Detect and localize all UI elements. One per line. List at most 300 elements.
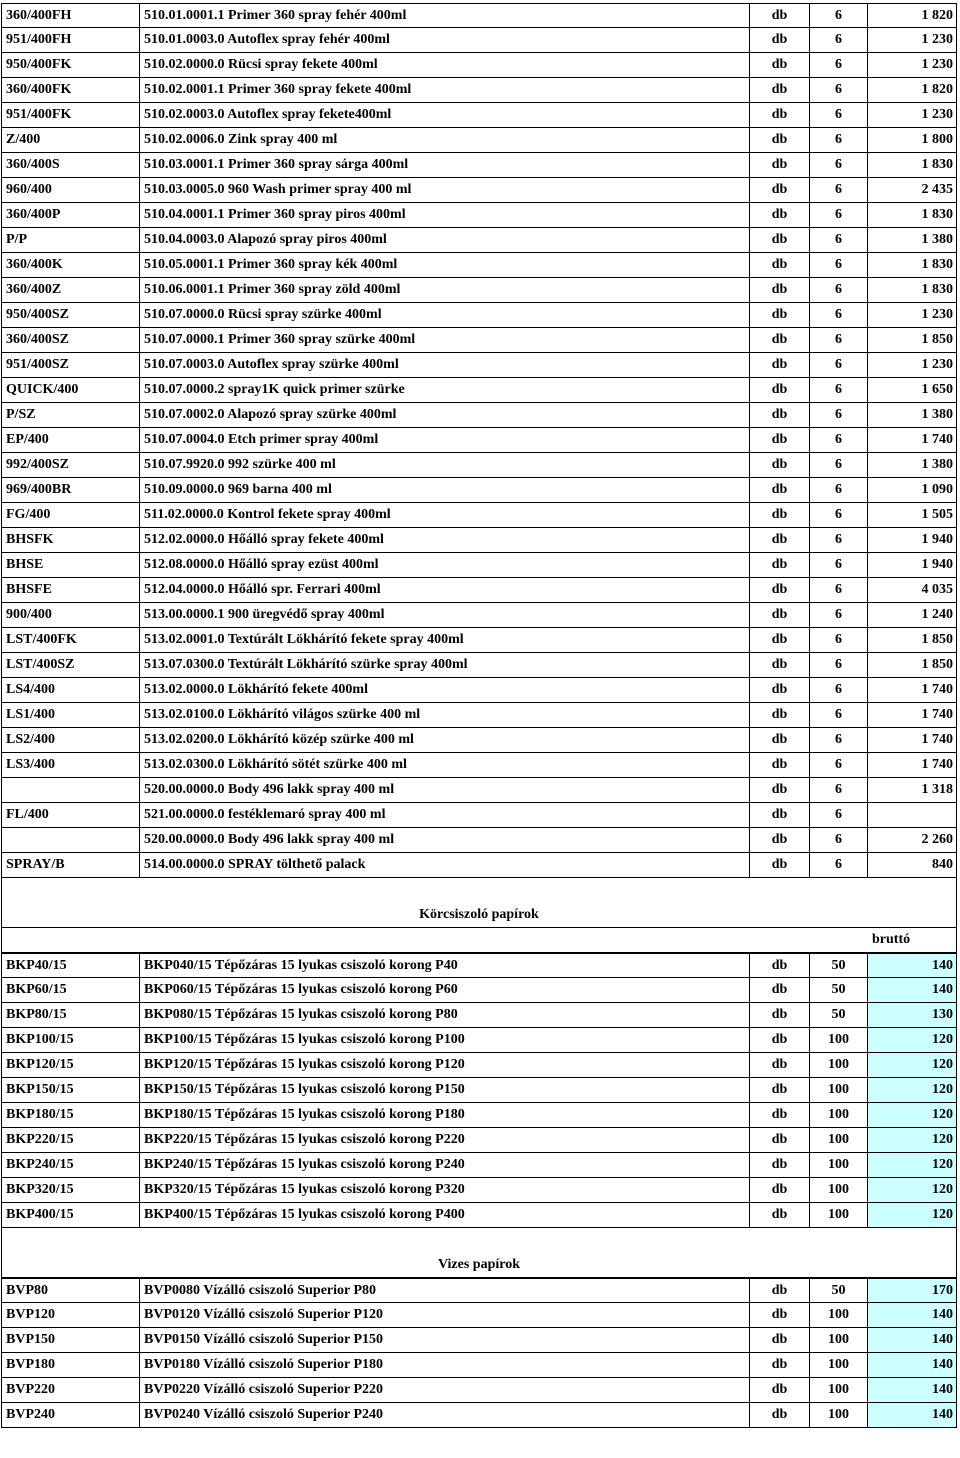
- cell-code: LST/400SZ: [1, 653, 140, 677]
- cell-price: 1 850: [868, 628, 957, 652]
- cell-code: 360/400Z: [1, 278, 140, 302]
- cell-code: 360/400SZ: [1, 328, 140, 352]
- cell-unit: db: [750, 503, 810, 527]
- cell-desc: 510.03.0001.1 Primer 360 spray sárga 400ml: [140, 153, 750, 177]
- cell-code: 360/400K: [1, 253, 140, 277]
- cell-qty: 6: [810, 853, 868, 877]
- cell-desc: 513.07.0300.0 Textúrált Lökhárító szürke spray 400ml: [140, 653, 750, 677]
- cell-qty: 6: [810, 528, 868, 552]
- cell-unit: db: [750, 778, 810, 802]
- cell-price: 120: [868, 1053, 957, 1077]
- table-row: [1, 1028, 957, 1053]
- cell-desc: 513.00.0000.1 900 üregvédő spray 400ml: [140, 603, 750, 627]
- table-row: [1, 1278, 957, 1303]
- cell-unit: db: [750, 803, 810, 827]
- cell-code: LS4/400: [1, 678, 140, 702]
- cell-unit: db: [750, 1328, 810, 1352]
- cell-qty: 6: [810, 828, 868, 852]
- table-row-spray-b: [1, 853, 957, 878]
- cell-unit: db: [750, 353, 810, 377]
- cell-unit: db: [750, 4, 810, 27]
- cell-qty: 6: [810, 28, 868, 52]
- table-row: [1, 3, 957, 28]
- cell-code: 951/400SZ: [1, 353, 140, 377]
- cell-code: BKP400/15: [1, 1203, 140, 1227]
- cell-price: 120: [868, 1203, 957, 1227]
- cell-unit: db: [750, 78, 810, 102]
- cell-desc: 520.00.0000.0 Body 496 lakk spray 400 ml: [140, 778, 750, 802]
- cell-unit: db: [750, 428, 810, 452]
- cell-code: BHSFE: [1, 578, 140, 602]
- table-row: [1, 478, 957, 503]
- cell-qty: 6: [810, 653, 868, 677]
- cell-price: 140: [868, 1378, 957, 1402]
- cell-code: P/SZ: [1, 403, 140, 427]
- cell-desc: BKP400/15 Tépőzáras 15 lyukas csiszoló korong P400: [140, 1203, 750, 1227]
- table-row: [1, 1078, 957, 1103]
- table-row: [1, 778, 957, 803]
- cell-unit: db: [750, 1303, 810, 1327]
- cell-code: Z/400: [1, 128, 140, 152]
- cell-price: 120: [868, 1178, 957, 1202]
- table-row: [1, 1103, 957, 1128]
- cell-qty: 100: [810, 1303, 868, 1327]
- table-row: [1, 103, 957, 128]
- cell-qty: 100: [810, 1328, 868, 1352]
- cell-qty: 6: [810, 803, 868, 827]
- cell-unit: db: [750, 628, 810, 652]
- table-row: [1, 1303, 957, 1328]
- cell-qty: 6: [810, 128, 868, 152]
- table-row: [1, 403, 957, 428]
- cell-code: 360/400P: [1, 203, 140, 227]
- table-row: [1, 1403, 957, 1428]
- cell-qty: 100: [810, 1203, 868, 1227]
- cell-desc: 510.09.0000.0 969 barna 400 ml: [140, 478, 750, 502]
- cell-unit: db: [750, 153, 810, 177]
- cell-desc: 510.07.0000.1 Primer 360 spray szürke 400ml: [140, 328, 750, 352]
- cell-desc: 513.02.0200.0 Lökhárító közép szürke 400 ml: [140, 728, 750, 752]
- cell-desc: 510.07.9920.0 992 szürke 400 ml: [140, 453, 750, 477]
- table-row: [1, 278, 957, 303]
- cell-qty: 6: [810, 4, 868, 27]
- cell-unit: db: [750, 178, 810, 202]
- table-row: [1, 178, 957, 203]
- table-row: [1, 1128, 957, 1153]
- cell-unit: db: [750, 378, 810, 402]
- cell-price: 4 035: [868, 578, 957, 602]
- cell-code: BKP180/15: [1, 1103, 140, 1127]
- table-row: [1, 1203, 957, 1228]
- cell-qty: 6: [810, 278, 868, 302]
- cell-qty: 50: [810, 1279, 868, 1302]
- cell-price: 1 800: [868, 128, 957, 152]
- cell-desc: 510.04.0001.1 Primer 360 spray piros 400ml: [140, 203, 750, 227]
- korcsiszolo-table: [1, 953, 957, 1228]
- cell-price: 1 230: [868, 53, 957, 77]
- cell-price: 140: [868, 1353, 957, 1377]
- cell-desc: BVP0220 Vízálló csiszoló Superior P220: [140, 1378, 750, 1402]
- cell-code: 360/400FK: [1, 78, 140, 102]
- cell-desc: BKP100/15 Tépőzáras 15 lyukas csiszoló korong P100: [140, 1028, 750, 1052]
- cell-code: BKP220/15: [1, 1128, 140, 1152]
- cell-code: BKP320/15: [1, 1178, 140, 1202]
- table-row: [1, 53, 957, 78]
- cell-desc: BKP150/15 Tépőzáras 15 lyukas csiszoló korong P150: [140, 1078, 750, 1102]
- cell-unit: db: [750, 328, 810, 352]
- table-row-fl: [1, 803, 957, 828]
- cell-unit: db: [750, 1053, 810, 1077]
- cell-unit: db: [750, 1103, 810, 1127]
- table-row-body2: [1, 828, 957, 853]
- cell-code: BKP240/15: [1, 1153, 140, 1177]
- cell-desc: BKP320/15 Tépőzáras 15 lyukas csiszoló korong P320: [140, 1178, 750, 1202]
- cell-qty: 100: [810, 1128, 868, 1152]
- cell-code: LS2/400: [1, 728, 140, 752]
- table-row: [1, 303, 957, 328]
- cell-price: 1 940: [868, 553, 957, 577]
- cell-price: 120: [868, 1103, 957, 1127]
- table-row: [1, 1328, 957, 1353]
- cell-price: 1 820: [868, 4, 957, 27]
- cell-price: 1 230: [868, 353, 957, 377]
- cell-code: BKP150/15: [1, 1078, 140, 1102]
- cell-unit: db: [750, 578, 810, 602]
- table-row: [1, 653, 957, 678]
- cell-desc: BKP240/15 Tépőzáras 15 lyukas csiszoló korong P240: [140, 1153, 750, 1177]
- cell-price: 1 850: [868, 328, 957, 352]
- cell-desc: 513.02.0001.0 Textúrált Lökhárító fekete spray 400ml: [140, 628, 750, 652]
- cell-code: 950/400FK: [1, 53, 140, 77]
- table-row: [1, 753, 957, 778]
- cell-desc: 510.07.0000.2 spray1K quick primer szürke: [140, 378, 750, 402]
- cell-code: BKP80/15: [1, 1003, 140, 1027]
- table-row: [1, 1178, 957, 1203]
- table-row: [1, 428, 957, 453]
- cell-desc: 510.07.0002.0 Alapozó spray szürke 400ml: [140, 403, 750, 427]
- cell-qty: 50: [810, 954, 868, 977]
- cell-qty: 6: [810, 403, 868, 427]
- cell-qty: 100: [810, 1153, 868, 1177]
- cell-unit: db: [750, 128, 810, 152]
- blank-row: [1, 878, 957, 903]
- cell-price: [868, 803, 957, 827]
- cell-code: BVP150: [1, 1328, 140, 1352]
- cell-qty: 100: [810, 1078, 868, 1102]
- cell-code: BVP80: [1, 1279, 140, 1302]
- cell-price: 2 435: [868, 178, 957, 202]
- cell-code: EP/400: [1, 428, 140, 452]
- vizes-table: [1, 1278, 957, 1428]
- cell-unit: db: [750, 603, 810, 627]
- cell-code: [1, 778, 140, 802]
- table-row: [1, 1153, 957, 1178]
- cell-qty: 6: [810, 303, 868, 327]
- cell-price: 1 740: [868, 428, 957, 452]
- table-row: [1, 328, 957, 353]
- cell-qty: 6: [810, 178, 868, 202]
- cell-desc: BKP060/15 Tépőzáras 15 lyukas csiszoló korong P60: [140, 978, 750, 1002]
- cell-unit: db: [750, 303, 810, 327]
- cell-desc: 510.07.0000.0 Rücsi spray szürke 400ml: [140, 303, 750, 327]
- cell-unit: db: [750, 203, 810, 227]
- cell-unit: db: [750, 228, 810, 252]
- table-row: [1, 603, 957, 628]
- brutto-label: bruttó: [868, 928, 957, 952]
- cell-price: 140: [868, 954, 957, 977]
- cell-price: 1 830: [868, 278, 957, 302]
- table-row: [1, 578, 957, 603]
- cell-qty: 6: [810, 353, 868, 377]
- cell-code: BKP120/15: [1, 1053, 140, 1077]
- table-row: [1, 628, 957, 653]
- cell-unit: db: [750, 1279, 810, 1302]
- cell-qty: 100: [810, 1103, 868, 1127]
- table-row: [1, 528, 957, 553]
- cell-unit: db: [750, 853, 810, 877]
- cell-code: BKP100/15: [1, 1028, 140, 1052]
- cell-desc: BVP0180 Vízálló csiszoló Superior P180: [140, 1353, 750, 1377]
- cell-unit: db: [750, 403, 810, 427]
- cell-qty: 6: [810, 778, 868, 802]
- cell-unit: db: [750, 1078, 810, 1102]
- cell-code: LS1/400: [1, 703, 140, 727]
- cell-price: 120: [868, 1078, 957, 1102]
- cell-price: 1 740: [868, 678, 957, 702]
- cell-desc: BKP120/15 Tépőzáras 15 lyukas csiszoló korong P120: [140, 1053, 750, 1077]
- cell-qty: 6: [810, 203, 868, 227]
- section-header-korcsiszolo: [1, 878, 957, 928]
- cell-qty: 6: [810, 703, 868, 727]
- cell-desc: 510.02.0006.0 Zink spray 400 ml: [140, 128, 750, 152]
- cell-price: 1 740: [868, 728, 957, 752]
- cell-unit: db: [750, 1353, 810, 1377]
- cell-code: SPRAY/B: [1, 853, 140, 877]
- cell-desc: 510.03.0005.0 960 Wash primer spray 400 ml: [140, 178, 750, 202]
- cell-qty: 6: [810, 53, 868, 77]
- cell-price: 120: [868, 1153, 957, 1177]
- section-title: Körcsiszoló papírok: [1, 903, 957, 928]
- cell-desc: 521.00.0000.0 festéklemaró spray 400 ml: [140, 803, 750, 827]
- cell-unit: db: [750, 678, 810, 702]
- cell-qty: 6: [810, 428, 868, 452]
- cell-qty: 6: [810, 253, 868, 277]
- cell-price: 1 650: [868, 378, 957, 402]
- cell-unit: db: [750, 53, 810, 77]
- cell-unit: db: [750, 703, 810, 727]
- cell-unit: db: [750, 453, 810, 477]
- table-row: [1, 453, 957, 478]
- cell-desc: 510.07.0003.0 Autoflex spray szürke 400ml: [140, 353, 750, 377]
- cell-price: 1 740: [868, 703, 957, 727]
- cell-desc: BVP0120 Vízálló csiszoló Superior P120: [140, 1303, 750, 1327]
- cell-qty: 6: [810, 553, 868, 577]
- cell-desc: 511.02.0000.0 Kontrol fekete spray 400ml: [140, 503, 750, 527]
- cell-desc: BKP220/15 Tépőzáras 15 lyukas csiszoló korong P220: [140, 1128, 750, 1152]
- cell-desc: 510.02.0003.0 Autoflex spray fekete400ml: [140, 103, 750, 127]
- cell-desc: 510.02.0001.1 Primer 360 spray fekete 400ml: [140, 78, 750, 102]
- table-row: [1, 953, 957, 978]
- cell-qty: 50: [810, 978, 868, 1002]
- cell-code: BHSFK: [1, 528, 140, 552]
- cell-desc: BVP0080 Vízálló csiszoló Superior P80: [140, 1279, 750, 1302]
- cell-desc: 513.02.0300.0 Lökhárító sötét szürke 400 ml: [140, 753, 750, 777]
- cell-code: 950/400SZ: [1, 303, 140, 327]
- table-row: [1, 1378, 957, 1403]
- table-row: [1, 153, 957, 178]
- cell-unit: db: [750, 1003, 810, 1027]
- cell-desc: 510.05.0001.1 Primer 360 spray kék 400ml: [140, 253, 750, 277]
- cell-desc: BVP0150 Vízálló csiszoló Superior P150: [140, 1328, 750, 1352]
- cell-desc: 512.04.0000.0 Hőálló spr. Ferrari 400ml: [140, 578, 750, 602]
- cell-empty: [1, 928, 140, 952]
- cell-unit: db: [750, 1403, 810, 1427]
- cell-qty: 100: [810, 1053, 868, 1077]
- cell-unit: db: [750, 1128, 810, 1152]
- cell-price: 840: [868, 853, 957, 877]
- cell-desc: 510.07.0004.0 Etch primer spray 400ml: [140, 428, 750, 452]
- cell-price: 1 380: [868, 228, 957, 252]
- cell-unit: db: [750, 728, 810, 752]
- table-row: [1, 553, 957, 578]
- cell-price: 1 830: [868, 253, 957, 277]
- cell-code: [1, 828, 140, 852]
- cell-unit: db: [750, 653, 810, 677]
- cell-desc: 512.08.0000.0 Hőálló spray ezüst 400ml: [140, 553, 750, 577]
- cell-desc: 513.02.0100.0 Lökhárító világos szürke 400 ml: [140, 703, 750, 727]
- cell-unit: db: [750, 1028, 810, 1052]
- cell-qty: 6: [810, 103, 868, 127]
- cell-qty: 50: [810, 1003, 868, 1027]
- cell-code: BKP60/15: [1, 978, 140, 1002]
- cell-unit: db: [750, 478, 810, 502]
- cell-code: LST/400FK: [1, 628, 140, 652]
- cell-desc: 510.04.0003.0 Alapozó spray piros 400ml: [140, 228, 750, 252]
- cell-price: 1 940: [868, 528, 957, 552]
- cell-code: BKP40/15: [1, 954, 140, 977]
- cell-price: 140: [868, 1328, 957, 1352]
- cell-desc: 513.02.0000.0 Lökhárító fekete 400ml: [140, 678, 750, 702]
- blank-row: [1, 1228, 957, 1253]
- cell-unit: db: [750, 553, 810, 577]
- cell-code: 951/400FH: [1, 28, 140, 52]
- cell-price: 1 505: [868, 503, 957, 527]
- cell-qty: 6: [810, 153, 868, 177]
- cell-qty: 6: [810, 603, 868, 627]
- cell-price: 120: [868, 1128, 957, 1152]
- cell-price: 1 230: [868, 103, 957, 127]
- cell-qty: 100: [810, 1028, 868, 1052]
- cell-qty: 6: [810, 378, 868, 402]
- cell-price: 1 230: [868, 28, 957, 52]
- cell-price: 1 830: [868, 203, 957, 227]
- cell-unit: db: [750, 1203, 810, 1227]
- section-title: Vizes papírok: [1, 1253, 957, 1278]
- cell-price: 1 318: [868, 778, 957, 802]
- cell-desc: BKP080/15 Tépőzáras 15 lyukas csiszoló korong P80: [140, 1003, 750, 1027]
- cell-price: 1 090: [868, 478, 957, 502]
- spray-table: [1, 3, 957, 803]
- cell-desc: BKP180/15 Tépőzáras 15 lyukas csiszoló korong P180: [140, 1103, 750, 1127]
- cell-price: 170: [868, 1279, 957, 1302]
- table-row: [1, 703, 957, 728]
- cell-price: 120: [868, 1028, 957, 1052]
- table-row: [1, 203, 957, 228]
- table-row: [1, 728, 957, 753]
- cell-price: 1 820: [868, 78, 957, 102]
- cell-price: 140: [868, 1403, 957, 1427]
- cell-qty: 6: [810, 678, 868, 702]
- cell-desc: 520.00.0000.0 Body 496 lakk spray 400 ml: [140, 828, 750, 852]
- cell-price: 1 380: [868, 453, 957, 477]
- cell-price: 1 230: [868, 303, 957, 327]
- cell-qty: 6: [810, 478, 868, 502]
- table-row: [1, 228, 957, 253]
- table-row: [1, 503, 957, 528]
- cell-qty: 6: [810, 753, 868, 777]
- cell-qty: 6: [810, 453, 868, 477]
- cell-code: BVP220: [1, 1378, 140, 1402]
- cell-desc: 510.06.0001.1 Primer 360 spray zöld 400ml: [140, 278, 750, 302]
- cell-qty: 100: [810, 1403, 868, 1427]
- cell-code: BVP120: [1, 1303, 140, 1327]
- cell-unit: db: [750, 103, 810, 127]
- cell-price: 1 740: [868, 753, 957, 777]
- cell-unit: db: [750, 28, 810, 52]
- cell-price: 1 240: [868, 603, 957, 627]
- cell-desc: BVP0240 Vízálló csiszoló Superior P240: [140, 1403, 750, 1427]
- cell-qty: 6: [810, 78, 868, 102]
- cell-price: 2 260: [868, 828, 957, 852]
- cell-code: BHSE: [1, 553, 140, 577]
- cell-unit: db: [750, 1378, 810, 1402]
- cell-desc: 510.02.0000.0 Rücsi spray fekete 400ml: [140, 53, 750, 77]
- cell-price: 140: [868, 978, 957, 1002]
- cell-qty: 6: [810, 228, 868, 252]
- cell-price: 130: [868, 1003, 957, 1027]
- cell-qty: 100: [810, 1378, 868, 1402]
- cell-unit: db: [750, 828, 810, 852]
- cell-unit: db: [750, 528, 810, 552]
- cell-qty: 6: [810, 578, 868, 602]
- table-row: [1, 128, 957, 153]
- cell-price: 1 850: [868, 653, 957, 677]
- table-row: [1, 378, 957, 403]
- cell-unit: db: [750, 1178, 810, 1202]
- table-row: [1, 78, 957, 103]
- cell-code: FG/400: [1, 503, 140, 527]
- table-row: [1, 678, 957, 703]
- cell-code: QUICK/400: [1, 378, 140, 402]
- cell-price: 1 380: [868, 403, 957, 427]
- cell-desc: 512.02.0000.0 Hőálló spray fekete 400ml: [140, 528, 750, 552]
- table-row: [1, 253, 957, 278]
- cell-code: BVP180: [1, 1353, 140, 1377]
- table-row: [1, 1053, 957, 1078]
- cell-code: LS3/400: [1, 753, 140, 777]
- cell-qty: 100: [810, 1178, 868, 1202]
- price-list-sheet: [1, 3, 957, 1428]
- cell-price: 140: [868, 1303, 957, 1327]
- table-row: [1, 1353, 957, 1378]
- brutto-header-row: [1, 928, 957, 953]
- cell-desc: 510.01.0003.0 Autoflex spray fehér 400ml: [140, 28, 750, 52]
- cell-unit: db: [750, 954, 810, 977]
- table-row: [1, 353, 957, 378]
- cell-code: 969/400BR: [1, 478, 140, 502]
- cell-qty: 6: [810, 503, 868, 527]
- table-row: [1, 1003, 957, 1028]
